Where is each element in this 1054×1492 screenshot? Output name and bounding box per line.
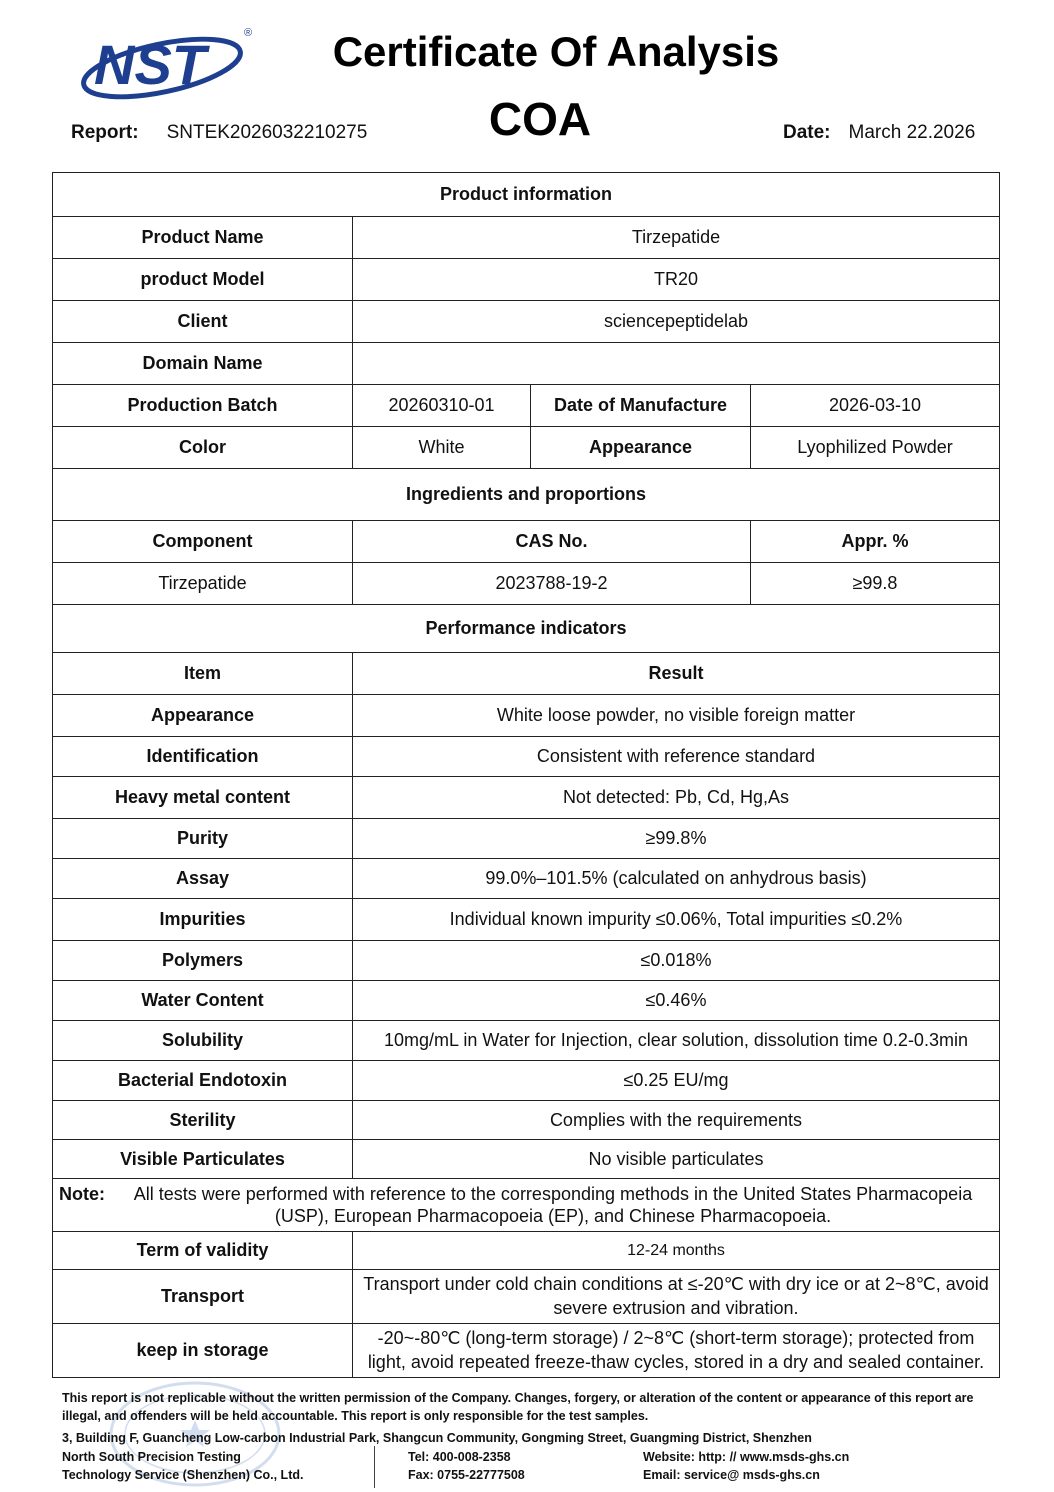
result-cell: 10mg/mL in Water for Injection, clear solution, dissolution time 0.2-0.3min	[353, 1021, 1000, 1061]
validity-label: Term of validity	[53, 1232, 353, 1270]
item-cell: Impurities	[53, 899, 353, 941]
table-row	[53, 899, 1000, 941]
transport-label: Transport	[53, 1270, 353, 1324]
tel: Tel: 400-008-2358	[408, 1450, 511, 1464]
coa-table	[52, 172, 1000, 1378]
note-text: All tests were performed with reference to the corresponding methods in the United States Pharmacopeia (USP), European Pharmacopoeia (EP), and Chinese Pharmacopoeia.	[133, 1183, 973, 1226]
ingredients-header: CAS No.	[353, 521, 751, 563]
section-performance: Performance indicators	[53, 605, 1000, 653]
table-row	[53, 1021, 1000, 1061]
manufacture-date-value: 2026-03-10	[751, 385, 1000, 427]
result-cell: No visible particulates	[353, 1140, 1000, 1179]
client-value: sciencepeptidelab	[353, 301, 1000, 343]
svg-text:®: ®	[244, 27, 253, 39]
domain-name-value	[353, 343, 1000, 385]
validity-value: 12-24 months	[353, 1232, 1000, 1270]
company-address: 3, Building F, Guancheng Low-carbon Industrial Park, Shangcun Community, Gongming Street, Guangming District, Shenzhen	[62, 1431, 812, 1445]
domain-name-label: Domain Name	[53, 343, 353, 385]
result-cell: ≥99.8%	[353, 819, 1000, 859]
item-cell: Bacterial Endotoxin	[53, 1061, 353, 1101]
table-row	[53, 737, 1000, 777]
section-product-info: Product information	[53, 173, 1000, 217]
performance-header: Item	[53, 653, 353, 695]
result-cell: White loose powder, no visible foreign matter	[353, 695, 1000, 737]
note-label: Note:	[59, 1183, 105, 1204]
ingredients-header: Appr. %	[751, 521, 1000, 563]
result-cell: ≤0.46%	[353, 981, 1000, 1021]
product-model-value: TR20	[353, 259, 1000, 301]
result-cell: ≤0.25 EU/mg	[353, 1061, 1000, 1101]
fax: Fax: 0755-22777508	[408, 1467, 525, 1482]
company-name	[62, 1449, 303, 1484]
item-cell: Visible Particulates	[53, 1140, 353, 1179]
result-cell: 99.0%–101.5% (calculated on anhydrous basis)	[353, 859, 1000, 899]
table-row	[53, 819, 1000, 859]
appearance-label: Appearance	[531, 427, 751, 469]
item-cell: Solubility	[53, 1021, 353, 1061]
item-cell: Purity	[53, 819, 353, 859]
item-cell: Identification	[53, 737, 353, 777]
note	[53, 1179, 1000, 1232]
document-subtitle: COA	[488, 93, 592, 145]
cas-cell: 2023788-19-2	[353, 563, 751, 605]
production-batch-value: 20260310-01	[353, 385, 531, 427]
appearance-value: Lyophilized Powder	[751, 427, 1000, 469]
item-cell: Appearance	[53, 695, 353, 737]
table-row	[53, 1101, 1000, 1140]
manufacture-date-label: Date of Manufacture	[531, 385, 751, 427]
product-name-label: Product Name	[53, 217, 353, 259]
table-row	[53, 859, 1000, 899]
result-cell: Complies with the requirements	[353, 1101, 1000, 1140]
result-cell: ≤0.018%	[353, 941, 1000, 981]
company-name-line2: Technology Service (Shenzhen) Co., Ltd.	[62, 1467, 304, 1482]
report-number	[71, 122, 367, 144]
ingredients-header: Component	[53, 521, 353, 563]
date-label: Date:	[783, 122, 831, 143]
production-batch-label: Production Batch	[53, 385, 353, 427]
document-title: Certificate Of Analysis	[332, 28, 780, 75]
table-row	[53, 941, 1000, 981]
percent-cell: ≥99.8	[751, 563, 1000, 605]
storage-label: keep in storage	[53, 1324, 353, 1378]
transport-value: Transport under cold chain conditions at ≤-20℃ with dry ice or at 2~8℃, avoid severe extrusion and vibration.	[353, 1270, 1000, 1324]
table-row	[53, 563, 1000, 605]
client-label: Client	[53, 301, 353, 343]
table-row	[53, 1061, 1000, 1101]
logo-text: NST	[94, 33, 206, 96]
item-cell: Heavy metal content	[53, 777, 353, 819]
disclaimer: This report is not replicable without the written permission of the Company. Changes, forgery, or alteration of the content or appearance of this report are illegal, and offenders will be held accountable. This report is only responsible for the test samples.	[62, 1391, 974, 1423]
footer-divider	[374, 1446, 375, 1488]
performance-header: Result	[353, 653, 1000, 695]
report-date	[783, 122, 975, 144]
contact-phone-block	[408, 1449, 525, 1484]
product-model-label: product Model	[53, 259, 353, 301]
result-cell: Consistent with reference standard	[353, 737, 1000, 777]
table-row	[53, 1140, 1000, 1179]
item-cell: Polymers	[53, 941, 353, 981]
result-cell: Not detected: Pb, Cd, Hg,As	[353, 777, 1000, 819]
item-cell: Water Content	[53, 981, 353, 1021]
color-value: White	[353, 427, 531, 469]
email-link[interactable]: Email: service@ msds-ghs.cn	[643, 1467, 820, 1482]
item-cell: Assay	[53, 859, 353, 899]
table-row	[53, 777, 1000, 819]
contact-web-block	[643, 1449, 849, 1484]
section-ingredients: Ingredients and proportions	[53, 469, 1000, 521]
report-value: SNTEK2026032210275	[166, 122, 368, 143]
date-value: March 22.2026	[848, 122, 976, 143]
table-row	[53, 695, 1000, 737]
website-link[interactable]: Website: http: // www.msds-ghs.cn	[643, 1450, 850, 1464]
table-row	[53, 981, 1000, 1021]
storage-value: -20~-80℃ (long-term storage) / 2~8℃ (short-term storage); protected from light, avoid repeated freeze-thaw cycles, stored in a dry and sealed container.	[353, 1324, 1000, 1378]
color-label: Color	[53, 427, 353, 469]
company-name-line1: North South Precision Testing	[62, 1450, 241, 1464]
item-cell: Sterility	[53, 1101, 353, 1140]
product-name-value: Tirzepatide	[353, 217, 1000, 259]
result-cell: Individual known impurity ≤0.06%, Total impurities ≤0.2%	[353, 899, 1000, 941]
component-cell: Tirzepatide	[53, 563, 353, 605]
report-label: Report:	[71, 122, 139, 143]
